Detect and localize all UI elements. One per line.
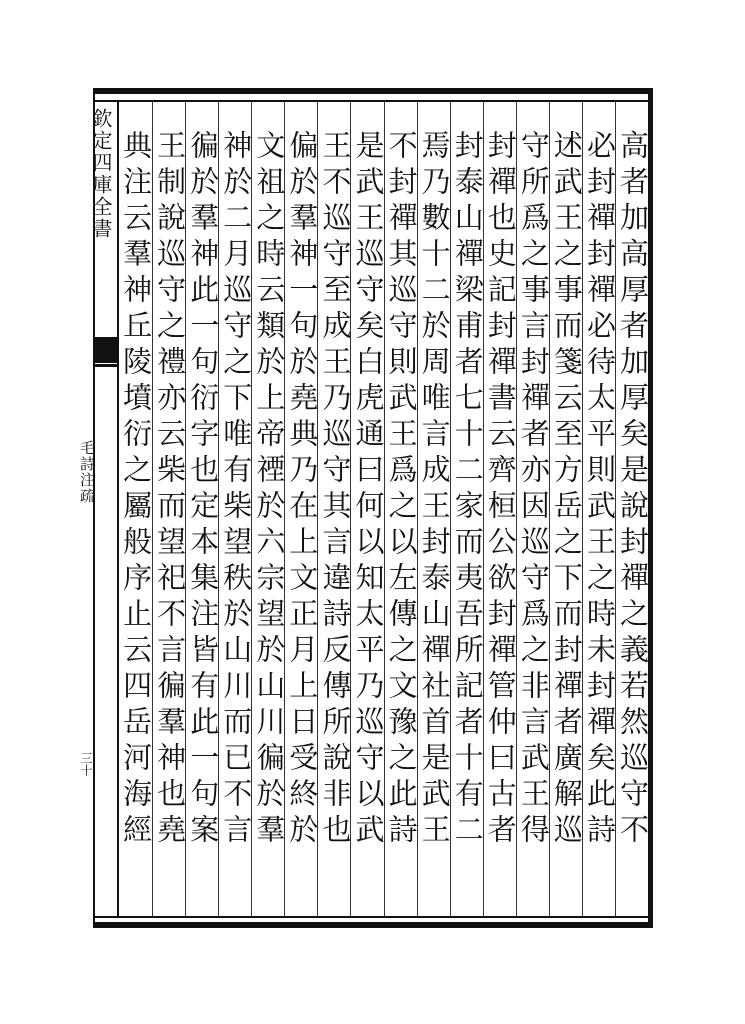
text-column xyxy=(450,102,483,916)
column-text: 典注云羣神丘陵墳衍之屬般序止云四岳河海經 xyxy=(119,130,154,850)
text-column xyxy=(218,102,254,916)
margin-series-title: 欽定四庫全書 xyxy=(89,108,113,240)
text-column xyxy=(417,102,450,916)
margin-book-title: 毛詩注疏 xyxy=(78,440,96,504)
column-text: 王不巡守至成王乃巡守其言違詩反傳所說非也 xyxy=(318,130,353,850)
fishtail-rule xyxy=(93,364,117,367)
text-column xyxy=(516,102,549,916)
column-text: 徧於羣神此一句衍字也定本集注皆有此一句案 xyxy=(186,130,221,850)
fishtail-mark xyxy=(93,337,117,363)
column-text: 封禪也史記封禪書云齊桓公欲封禪管仲曰古者 xyxy=(483,130,518,850)
column-text: 王制說巡守之禮亦云柴而望祀不言徧羣神也堯 xyxy=(153,130,188,850)
margin-page-number: 三十 xyxy=(79,752,93,776)
text-column xyxy=(350,102,386,916)
text-column xyxy=(549,102,582,916)
column-text: 守所爲之事言封禪者亦因巡守爲之非言武王得 xyxy=(516,130,551,850)
text-column xyxy=(284,102,320,916)
column-text: 必封禪封禪必待太平則武王之時未封禪矣此詩 xyxy=(582,130,617,850)
text-column xyxy=(185,102,221,916)
text-column xyxy=(251,102,287,916)
text-column xyxy=(483,102,516,916)
text-columns xyxy=(119,102,648,916)
text-column xyxy=(119,102,152,916)
column-text: 偏於羣神一句於堯典乃在上文正月上日受終於 xyxy=(285,130,320,850)
column-text: 神於二月巡守之下唯有柴望秩於山川而已不言 xyxy=(219,130,254,850)
text-column xyxy=(317,102,353,916)
bottom-rule xyxy=(93,916,653,918)
column-text: 文祖之時云類於上帝禋於六宗望於山川徧於羣 xyxy=(252,130,287,850)
column-text: 焉乃數十二於周唯言成王封泰山禪社首是武王 xyxy=(417,130,452,850)
column-text: 封泰山禪梁甫者七十二家而夷吾所記者十有二 xyxy=(450,130,485,850)
column-text: 高者加高厚者加厚矣是說封禪之義若然巡守不 xyxy=(616,130,650,850)
column-text: 不封禪其巡守則武王爲之以左傳之文豫之此詩 xyxy=(384,130,419,850)
column-text: 是武王巡守矣白虎通曰何以知太平乃巡守以武 xyxy=(351,130,386,850)
text-column xyxy=(582,102,615,916)
margin-column xyxy=(89,102,119,916)
text-column xyxy=(384,102,417,916)
column-text: 述武王之事而箋云至方岳之下而封禪者廣解巡 xyxy=(549,130,584,850)
text-column xyxy=(152,102,188,916)
text-column xyxy=(615,102,648,916)
